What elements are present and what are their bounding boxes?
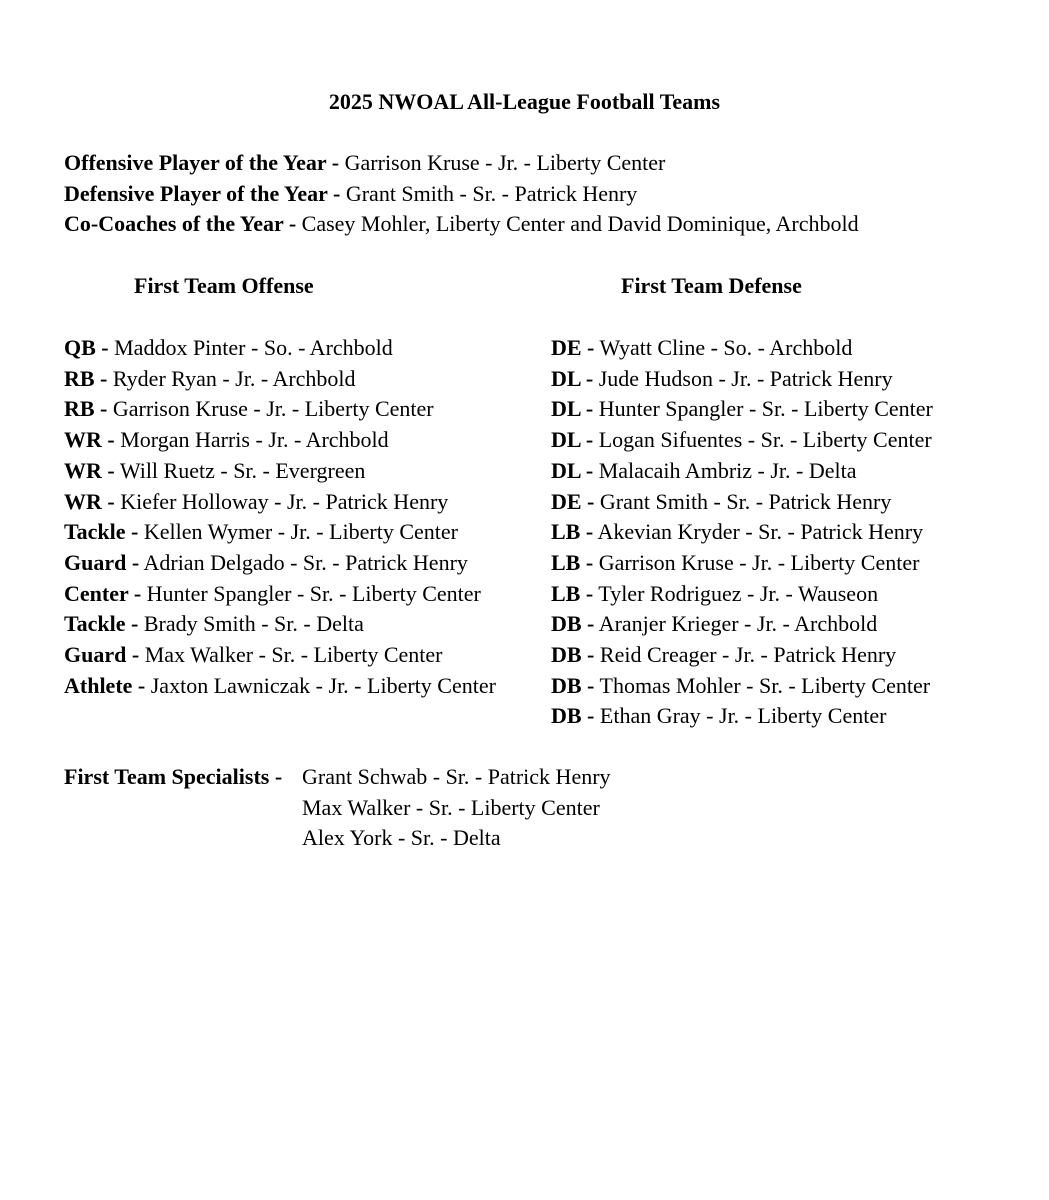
list-item xyxy=(64,364,496,395)
awards-section xyxy=(64,148,859,240)
player-entry: Tyler Rodriguez - Jr. - Wauseon xyxy=(598,580,879,606)
player-entry: Reid Creager - Jr. - Patrick Henry xyxy=(599,642,897,668)
player-entry: Grant Schwab - Sr. - Patrick Henry xyxy=(302,764,611,789)
player-entry: Ryder Ryan - Jr. - Archbold xyxy=(112,365,356,391)
player-entry: Malacaih Ambriz - Jr. - Delta xyxy=(598,457,857,483)
player-entry: Morgan Harris - Jr. - Archbold xyxy=(120,427,389,453)
list-item xyxy=(551,456,933,487)
list-item xyxy=(551,548,933,579)
position-label: WR - xyxy=(64,457,115,483)
list-item xyxy=(551,425,933,456)
player-entry: Aranjer Krieger - Jr. - Archbold xyxy=(598,611,878,637)
position-label: Athlete - xyxy=(64,672,146,698)
award-value: Casey Mohler, Liberty Center and David Dominique, Archbold xyxy=(301,211,859,237)
player-entry: Maddox Pinter - So. - Archbold xyxy=(114,335,393,360)
player-entry: Kiefer Holloway - Jr. - Patrick Henry xyxy=(120,488,449,514)
list-item xyxy=(551,517,933,548)
award-label: Defensive Player of the Year - xyxy=(64,180,341,206)
position-label: DL - xyxy=(551,427,594,453)
list-item xyxy=(551,640,933,671)
player-entry: Akevian Kryder - Sr. - Patrick Henry xyxy=(597,519,924,545)
position-label: DE - xyxy=(551,335,595,360)
player-entry: Jude Hudson - Jr. - Patrick Henry xyxy=(598,365,893,391)
specialists-label: First Team Specialists - xyxy=(64,764,283,789)
position-label: LB - xyxy=(551,549,594,575)
list-item xyxy=(551,579,933,610)
position-label: LB - xyxy=(551,580,594,606)
list-item xyxy=(551,394,933,425)
player-entry: Thomas Mohler - Sr. - Liberty Center xyxy=(599,672,931,698)
list-item xyxy=(64,823,611,854)
position-label: DL - xyxy=(551,365,594,391)
position-label: RB - xyxy=(64,365,108,391)
list-item xyxy=(64,548,496,579)
list-item xyxy=(64,793,611,824)
position-label: WR - xyxy=(64,488,115,514)
player-entry: Kellen Wymer - Jr. - Liberty Center xyxy=(143,519,458,545)
position-label: Guard - xyxy=(64,642,140,668)
position-label: Guard - xyxy=(64,549,140,575)
position-label: QB - xyxy=(64,335,109,360)
defense-heading: First Team Defense xyxy=(621,273,802,298)
offense-list xyxy=(64,333,496,701)
player-entry: Wyatt Cline - So. - Archbold xyxy=(599,335,853,360)
list-item xyxy=(64,517,496,548)
position-label: DL - xyxy=(551,396,594,422)
position-label: DL - xyxy=(551,457,594,483)
position-label: WR - xyxy=(64,427,115,453)
document-title: 2025 NWOAL All-League Football Teams xyxy=(328,89,721,114)
award-defensive-player xyxy=(64,179,859,210)
award-label: Co-Coaches of the Year - xyxy=(64,211,297,237)
player-entry: Garrison Kruse - Jr. - Liberty Center xyxy=(112,396,434,422)
player-entry: Alex York - Sr. - Delta xyxy=(302,825,501,851)
position-label: DB - xyxy=(551,611,595,637)
list-item xyxy=(64,333,496,364)
offense-heading: First Team Offense xyxy=(134,273,314,298)
position-label: DB - xyxy=(551,642,595,668)
player-entry: Logan Sifuentes - Sr. - Liberty Center xyxy=(598,427,932,453)
award-offensive-player xyxy=(64,148,859,179)
list-item xyxy=(64,394,496,425)
list-item xyxy=(64,579,496,610)
list-item xyxy=(64,640,496,671)
list-item xyxy=(551,671,933,702)
player-entry: Max Walker - Sr. - Liberty Center xyxy=(302,794,600,820)
position-label: DB - xyxy=(551,672,595,698)
player-entry: Adrian Delgado - Sr. - Patrick Henry xyxy=(143,549,468,575)
list-item xyxy=(551,364,933,395)
player-entry: Max Walker - Sr. - Liberty Center xyxy=(144,642,443,668)
award-value: Grant Smith - Sr. - Patrick Henry xyxy=(345,180,638,206)
list-item xyxy=(64,456,496,487)
award-label: Offensive Player of the Year - xyxy=(64,150,340,175)
position-label: RB - xyxy=(64,396,108,422)
player-entry: Will Ruetz - Sr. - Evergreen xyxy=(119,457,366,483)
list-item xyxy=(551,609,933,640)
position-label: Tackle - xyxy=(64,519,139,545)
list-item xyxy=(551,701,933,732)
list-item xyxy=(551,487,933,518)
position-label: Center - xyxy=(64,580,142,606)
player-entry: Grant Smith - Sr. - Patrick Henry xyxy=(599,488,892,514)
player-entry: Hunter Spangler - Sr. - Liberty Center xyxy=(146,580,481,606)
player-entry: Ethan Gray - Jr. - Liberty Center xyxy=(599,703,887,729)
position-label: DB - xyxy=(551,703,595,729)
list-item xyxy=(64,762,611,793)
list-item xyxy=(64,487,496,518)
player-entry: Garrison Kruse - Jr. - Liberty Center xyxy=(598,549,920,575)
specialists-section xyxy=(64,762,611,854)
list-item xyxy=(64,609,496,640)
player-entry: Brady Smith - Sr. - Delta xyxy=(143,611,364,637)
position-label: LB - xyxy=(551,519,594,545)
player-entry: Hunter Spangler - Sr. - Liberty Center xyxy=(598,396,933,422)
award-value: Garrison Kruse - Jr. - Liberty Center xyxy=(344,150,666,175)
award-coaches xyxy=(64,209,859,240)
defense-list xyxy=(551,333,933,732)
position-label: Tackle - xyxy=(64,611,139,637)
list-item xyxy=(64,671,496,702)
list-item xyxy=(551,333,933,364)
list-item xyxy=(64,425,496,456)
player-entry: Jaxton Lawniczak - Jr. - Liberty Center xyxy=(150,672,496,698)
position-label: DE - xyxy=(551,488,595,514)
